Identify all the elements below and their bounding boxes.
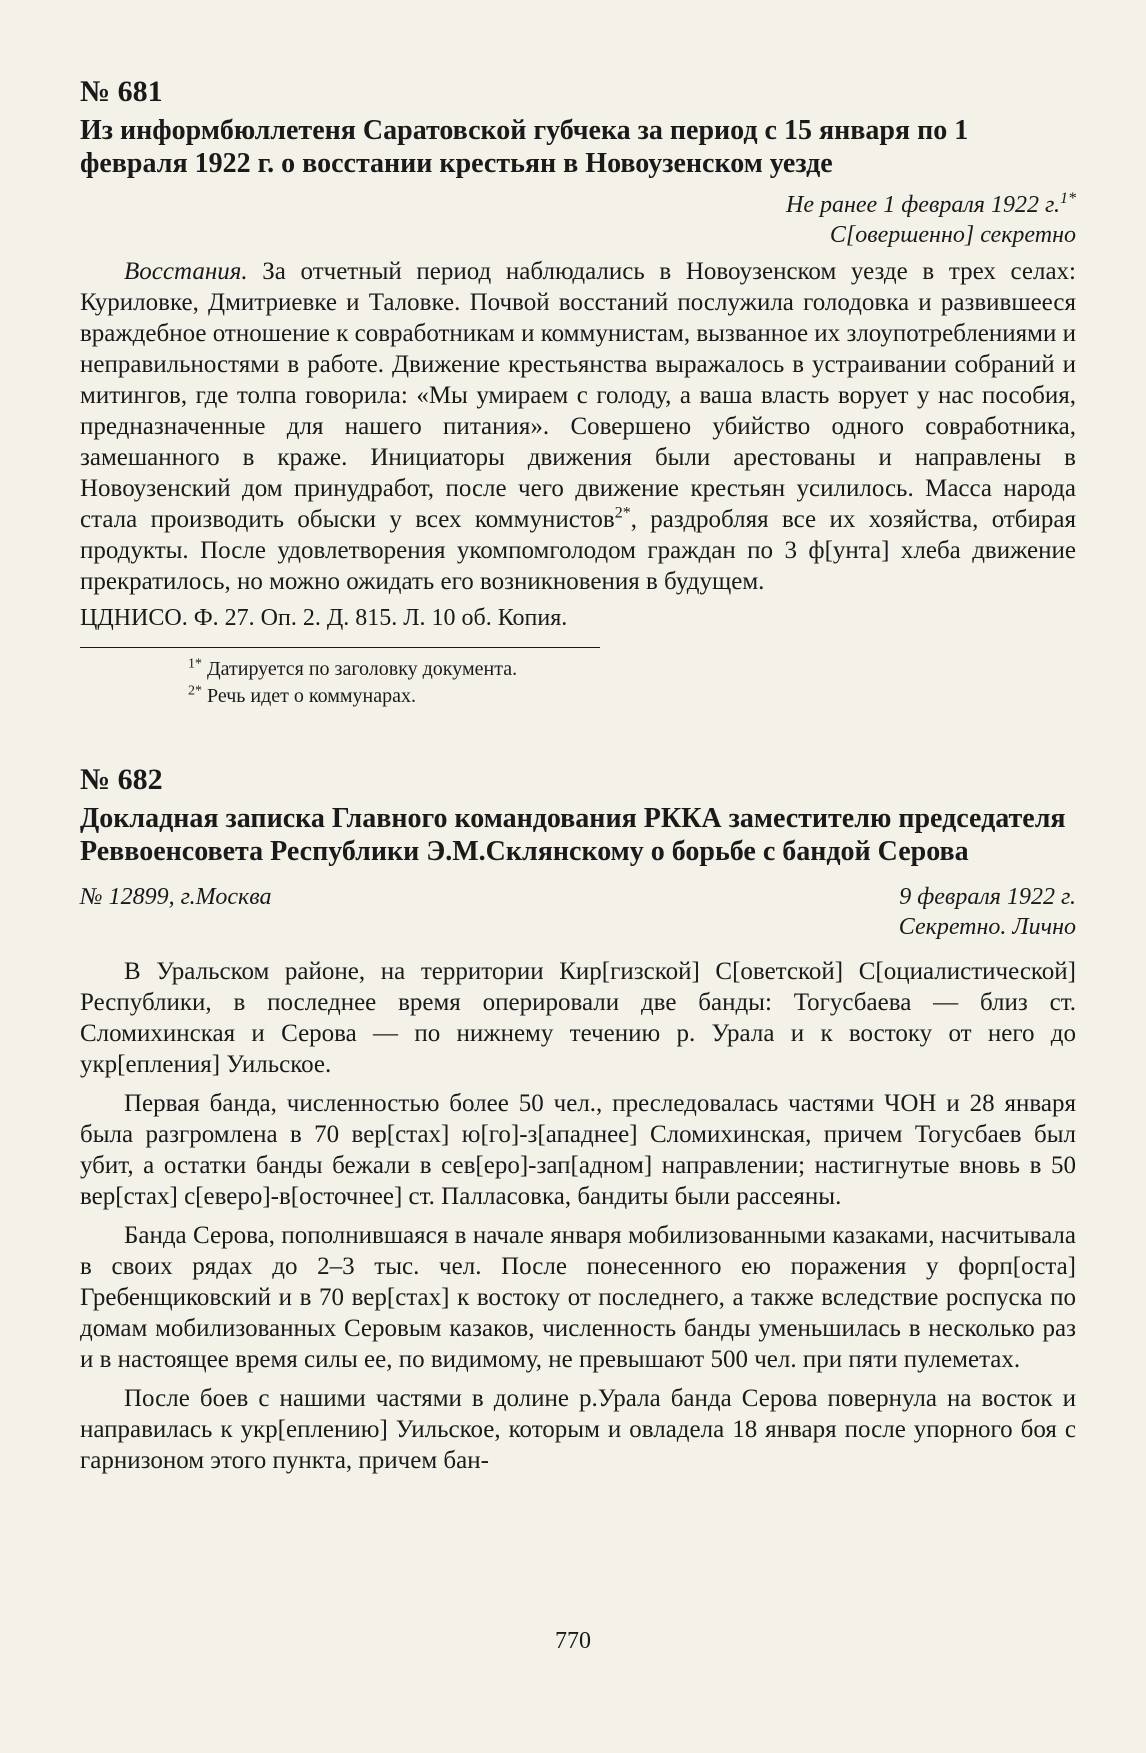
- footnote-divider: [80, 647, 600, 648]
- doc-681-lead-in: Восстания.: [124, 258, 248, 285]
- doc-681-body-text: За отчетный период наблюдались в Новоузенском уезде в трех селах: Куриловке, Дмитриевке и Таловке. Почвой восстаний послужила голодовка и развившееся враждебное отношение к совработникам и коммунистам, вызванное их злоупотреблениями и неправильностями в работе. Движение крестьянства выражалось в устраивании собраний и митингов, где толпа говорила: «Мы умираем с голоду, а ваша власть ворует у нас пособия, предназначенные для нашего питания». Совершено убийство одного совработника, замешанного в краже. Инициаторы движения были арестованы и направлены в Новоузенский дом принудработ, после чего движение крестьян усилилось. Масса народа стала производить обыски у всех коммунистов: [80, 258, 1076, 533]
- doc-681-body: [80, 256, 1076, 597]
- doc-682-number: № 682: [80, 763, 163, 796]
- doc-682-meta-row: [80, 882, 1076, 912]
- doc-682-paragraph: После боев с нашими частями в долине р.Урала банда Серова повернула на восток и направилась к укр[еплению] Уильское, которым и овладела 18 января после упорного боя с гарнизоном этого пункта, причем бан-: [80, 1385, 1076, 1474]
- footnote-text: Речь идет о коммунарах.: [207, 685, 417, 707]
- footnote-item: [188, 683, 1076, 710]
- footnote-item: [188, 656, 1076, 683]
- doc-681-paragraph: [80, 256, 1076, 597]
- doc-682-registration: № 12899, г.Москва: [80, 884, 272, 910]
- doc-681-body-text-end: , раздробляя все их хозяйства, отбирая продукты. После удовлетворения укомпомголодом граждан по 3 ф[унта] хлеба движение прекратилось, но можно ожидать его возникновения в будущем.: [80, 506, 1076, 595]
- doc-682-paragraph: Первая банда, численностью более 50 чел., преследовалась частями ЧОН и 28 января была разгромлена в 70 вер[стах] ю[го]-з[ападнее] Сломихинская, причем Тогусбаев был убит, а остатки банды бежали в сев[еро]-зап[адном] направлении; настигнутые вновь в 50 вер[стах] с[еверо]-в[осточнее] ст. Палласовка, бандиты были рассеяны.: [80, 1090, 1076, 1210]
- footnote-mark: 2*: [188, 683, 202, 699]
- doc-682-title: Докладная записка Главного командования РККА заместителю председателя Реввоенсовета Республики Э.М.Склянскому о борьбе с бандой Серова: [80, 803, 1066, 867]
- doc-681-number: № 681: [80, 75, 163, 108]
- doc-681-date-footnote-ref: 1*: [1060, 190, 1076, 207]
- doc-681-classification: С[овершенно] секретно: [829, 222, 1076, 248]
- doc-682-classification: Секретно. Лично: [898, 914, 1076, 940]
- doc-681-date: Не ранее 1 февраля 1922 г.: [786, 192, 1060, 218]
- document-682: [80, 762, 1076, 1476]
- doc-682-paragraph: В Уральском районе, на территории Кир[гизской] С[оветской] С[оциалистической] Республики, в последнее время оперировали две банды: Тогусбаева — близ ст. Сломихинская и Серова — по нижнему течению р. Урала и к востоку от него до укр[епления] Уильское.: [80, 958, 1076, 1078]
- doc-682-body: [80, 956, 1076, 1476]
- doc-681-archive-reference: ЦДНИСО. Ф. 27. Оп. 2. Д. 815. Л. 10 об. Копия.: [80, 605, 568, 631]
- doc-682-paragraph: Банда Серова, пополнившаяся в начале января мобилизованными казаками, насчитывала в своих рядах до 2–3 тыс. чел. После понесенного ею поражения у форп[оста] Гребенщиковский и в 70 вер[стах] к востоку от последнего, а также вследствие роспуска по домам мобилизованных Серовым казаков, численность банды уменьшилась в несколько раз и в настоящее время силы ее, по видимому, не превышают 500 чел. при пяти пулеметах.: [80, 1222, 1076, 1373]
- page-number: 770: [555, 1628, 591, 1654]
- doc-681-title: Из информбюллетеня Саратовской губчека за период с 15 января по 1 февраля 1922 г. о восстании крестьян в Новоузенском уезде: [80, 115, 969, 179]
- doc-681-footnotes: [80, 656, 1076, 710]
- doc-682-date: 9 февраля 1922 г.: [899, 884, 1076, 910]
- doc-681-date-line: [80, 190, 1076, 220]
- document-681: [80, 74, 1076, 710]
- doc-681-body-footnote-ref: 2*: [614, 504, 631, 522]
- footnote-mark: 1*: [188, 656, 202, 672]
- footnote-text: Датируется по заголовку документа.: [207, 658, 518, 680]
